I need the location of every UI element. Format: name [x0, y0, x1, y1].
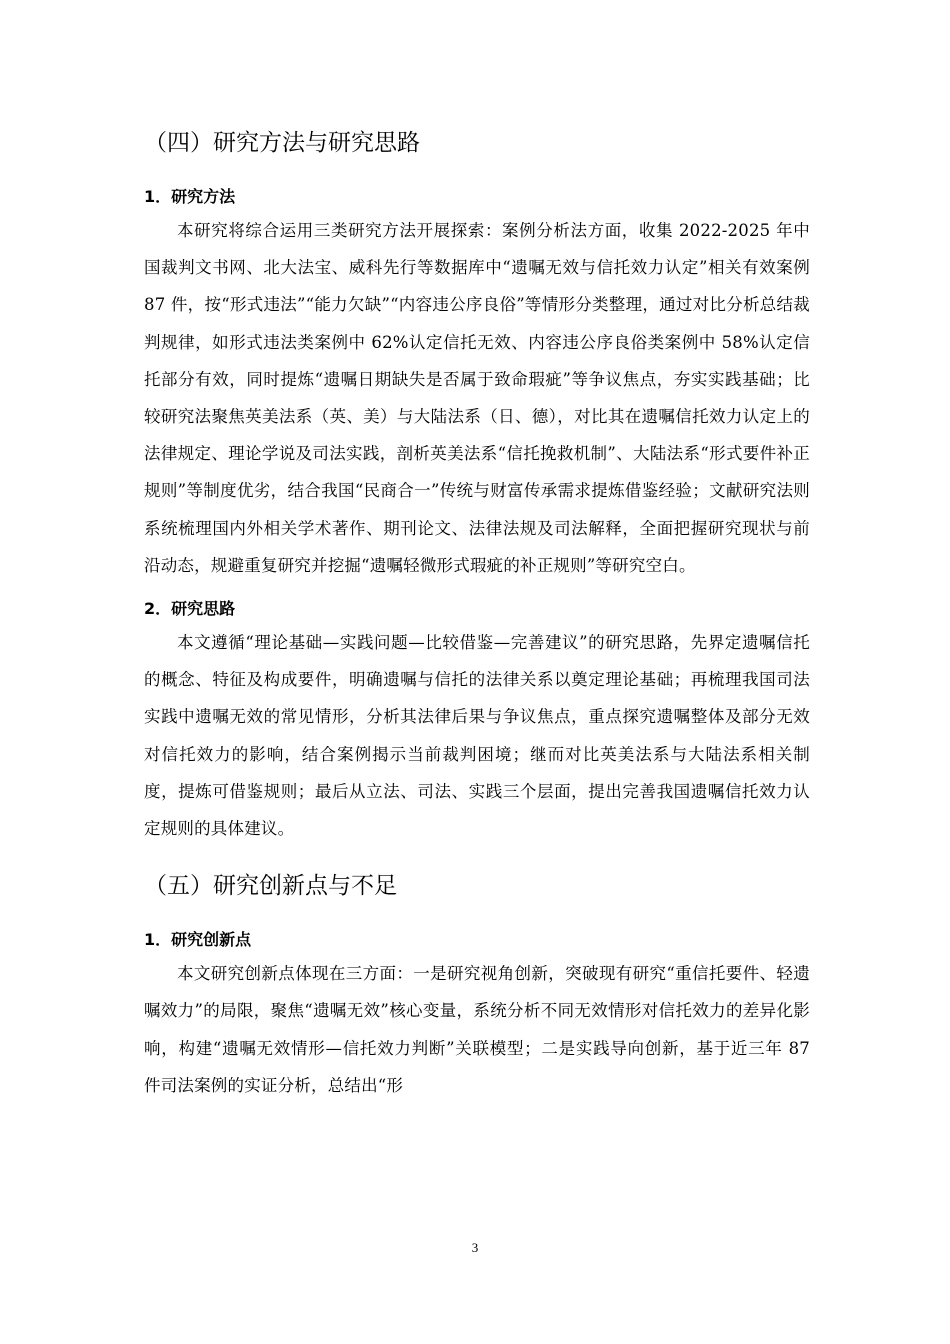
page-number: 3: [471, 1240, 479, 1255]
paragraph-research-methods: 本研究将综合运用三类研究方法开展探索：案例分析法方面，收集 2022-2025 年中国裁判文书网、北大法宝、威科先行等数据库中“遗嘱无效与信托效力认定”相关有效案例 87 件，按“形式违法”“能力欠缺”“内容违公序良俗”等情形分类整理，通过对比分析总结裁判规律，如形式违法类案例中 62%认定信托无效、内容违公序良俗类案例中 58%认定信托部分有效，同时提炼“遗嘱日期缺失是否属于致命瑕疵”等争议焦点，夯实实践基础；比较研究法聚焦英美法系（英、美）与大陆法系（日、德），对比其在遗嘱信托效力认定上的法律规定、理论学说及司法实践，剖析英美法系“信托挽救机制”、大陆法系“形式要件补正规则”等制度优劣，结合我国“民商合一”传统与财富传承需求提炼借鉴经验；文献研究法则系统梳理国内外相关学术著作、期刊论文、法律法规及司法解释，全面把握研究现状与前沿动态，规避重复研究并挖掘“遗嘱轻微形式瑕疵的补正规则”等研究空白。: [144, 221, 810, 575]
subsection-title-innovations: 1．研究创新点: [144, 930, 252, 950]
section-heading-4: （四）研究方法与研究思路: [144, 130, 420, 156]
paragraph-innovations: 本文研究创新点体现在三方面：一是研究视角创新，突破现有研究“重信托要件、轻遗嘱效力”的局限，聚焦“遗嘱无效”核心变量，系统分析不同无效情形对信托效力的差异化影响，构建“遗嘱无效情形—信托效力判断”关联模型；二是实践导向创新，基于近三年 87 件司法案例的实证分析，总结出“形: [144, 964, 810, 1095]
paragraph-research-approach: 本文遵循“理论基础—实践问题—比较借鉴—完善建议”的研究思路，先界定遗嘱信托的概念、特征及构成要件，明确遗嘱与信托的法律关系以奠定理论基础；再梳理我国司法实践中遗嘱无效的常见情形，分析其法律后果与争议焦点，重点探究遗嘱整体及部分无效对信托效力的影响，结合案例揭示当前裁判困境；继而对比英美法系与大陆法系相关制度，提炼可借鉴规则；最后从立法、司法、实践三个层面，提出完善我国遗嘱信托效力认定规则的具体建议。: [144, 633, 810, 839]
subsection-title-research-methods: 1．研究方法: [144, 187, 236, 206]
section-heading-5: （五）研究创新点与不足: [144, 873, 397, 900]
page-content: [144, 118, 810, 1104]
subsection-title-research-approach: 2．研究思路: [144, 599, 236, 619]
